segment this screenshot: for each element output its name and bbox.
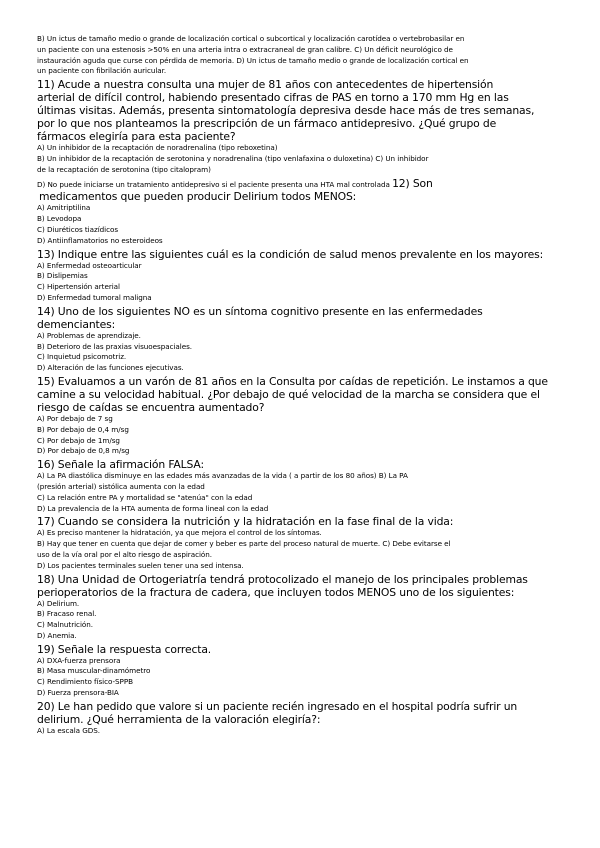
question-12-start: 12) Son	[392, 176, 433, 190]
option-d: D) No puede iniciarse un tratamiento antidepresivo si el paciente presenta una HTA mal controlada	[37, 179, 390, 189]
question-text: 19) Señale la respuesta correcta.	[37, 642, 212, 656]
option-d: D) Los pacientes terminales suelen tener una sed intensa.	[37, 560, 244, 570]
question-text: 13) Indique entre las siguientes cuál es la condición de salud menos prevalente en los mayores:	[37, 247, 544, 261]
option-b: B) Deterioro de las praxias visuoespaciales.	[37, 341, 193, 351]
option-a: A) La PA diastólica disminuye en las edades más avanzadas de la vida ( a partir de los 80 años) B) La PA	[37, 471, 408, 481]
option-text: un paciente con fibrilación auricular.	[37, 66, 167, 76]
option-a: A) Un inhibidor de la recaptación de noradrenalina (tipo reboxetina)	[37, 143, 278, 153]
question-15	[37, 375, 572, 457]
question-17	[37, 515, 572, 571]
question-text: 16) Señale la afirmación FALSA:	[37, 458, 204, 472]
question-16	[37, 458, 572, 514]
question-text: medicamentos que pueden producir Delirium todos MENOS:	[39, 190, 357, 204]
question-text: delirium. ¿Qué herramienta de la valoración elegiría?:	[37, 712, 321, 726]
option-d-with-next-question	[37, 176, 572, 191]
question-14	[37, 305, 572, 374]
option-d: D) Enfermedad tumoral maligna	[37, 292, 152, 302]
option-b: B) Levodopa	[37, 214, 82, 224]
option-b: B) Fracaso renal.	[37, 609, 97, 619]
question-13	[37, 248, 572, 304]
question-19	[37, 643, 572, 699]
option-d: D) Fuerza prensora-BIA	[37, 688, 119, 698]
question-text: perioperatorios de la fractura de cadera, que incluyen todos MENOS uno de los siguientes:	[37, 585, 515, 599]
option-b: B) Hay que tener en cuenta que dejar de comer y beber es parte del proceso natural de muerte. C) Debe evitarse el	[37, 539, 451, 549]
option-c: C) Diuréticos tiazídicos	[37, 224, 119, 234]
question-text: riesgo de caídas se encuentra aumentado?	[37, 400, 265, 414]
option-d: D) La prevalencia de la HTA aumenta de forma lineal con la edad	[37, 503, 269, 513]
question-text: camine a su velocidad habitual. ¿Por debajo de qué velocidad de la marcha se considera que el	[37, 387, 540, 401]
option-b: B) Dislipemias	[37, 271, 88, 281]
option-b: B) Masa muscular-dinamómetro	[37, 666, 151, 676]
option-d: D) Anemia.	[37, 630, 77, 640]
option-d: D) Por debajo de 0,8 m/sg	[37, 446, 130, 456]
question-text: últimas visitas. Además, presenta sintomatología depresiva desde hace más de tres semanas,	[37, 104, 535, 118]
question-text: arterial de difícil control, habiendo presentado cifras de PAS en torno a 170 mm Hg en las	[37, 91, 509, 105]
question-text: fármacos elegiría para esta paciente?	[37, 130, 236, 144]
option-a: A) Es preciso mantener la hidratación, ya que mejora el control de los síntomas.	[37, 528, 322, 538]
option-c: C) Hipertensión arterial	[37, 282, 120, 292]
option-b: B) Por debajo de 0,4 m/sg	[37, 424, 129, 434]
question-text: 15) Evaluamos a un varón de 81 años en la Consulta por caídas de repetición. Le instamos a que	[37, 374, 548, 388]
question-text: por lo que nos planteamos la prescripción de un fármaco antidepresivo. ¿Qué grupo de	[37, 117, 497, 131]
option-a: A) DXA-fuerza prensora	[37, 655, 121, 665]
option-a: A) La escala GDS.	[37, 725, 101, 735]
option-c: C) La relación entre PA y mortalidad se "atenúa" con la edad	[37, 492, 253, 502]
question-text: 17) Cuando se considera la nutrición y la hidratación en la fase final de la vida:	[37, 515, 454, 529]
option-a: A) Problemas de aprendizaje.	[37, 330, 141, 340]
option-text: instauración aguda que curse con pérdida de memoria. D) Un ictus de tamaño medio o grande de localización cortical en	[37, 55, 469, 65]
option-c: C) Rendimiento físico-SPPB	[37, 677, 133, 687]
option-text: B) Un ictus de tamaño medio o grande de localización cortical o subcortical y localización carotídea o vertebrobasilar en	[37, 34, 465, 43]
option-c: C) Inquietud psicomotriz.	[37, 352, 127, 362]
question-18	[37, 573, 572, 642]
question-11	[37, 78, 572, 190]
option-d: D) Antiinflamatorios no esteroideos	[37, 235, 163, 245]
option-a-continued: (presión arterial) sistólica aumenta con la edad	[37, 481, 205, 491]
option-a: A) Enfermedad osteoarticular	[37, 260, 142, 270]
option-c: C) Malnutrición.	[37, 620, 93, 630]
option-a: A) Por debajo de 7 sg	[37, 413, 113, 423]
question-text: 18) Una Unidad de Ortogeriatría tendrá protocolizado el manejo de los principales problemas	[37, 572, 528, 586]
question-text: 11) Acude a nuestra consulta una mujer de 81 años con antecedentes de hipertensión	[37, 78, 494, 92]
option-text: un paciente con una estenosis >50% en una arteria intra o extracraneal de gran calibre. C) Un déficit neurológico de	[37, 44, 453, 54]
option-b: B) Un inhibidor de la recaptación de serotonina y noradrenalina (tipo venlafaxina o duloxetina) C) Un inhibidor	[37, 153, 429, 163]
question-text: demenciantes:	[37, 317, 116, 331]
option-b-continued: de la recaptación de serotonina (tipo citalopram)	[37, 164, 211, 174]
option-d: D) Alteración de las funciones ejecutivas.	[37, 363, 184, 373]
option-b-continued: uso de la vía oral por el alto riesgo de aspiración.	[37, 549, 213, 559]
intro-options	[37, 34, 572, 77]
option-a: A) Amitriptilina	[37, 203, 91, 213]
option-c: C) Por debajo de 1m/sg	[37, 435, 120, 445]
question-text: 14) Uno de los siguientes NO es un síntoma cognitivo presente en las enfermedades	[37, 304, 483, 318]
question-text: 20) Le han pedido que valore si un paciente recién ingresado en el hospital podría sufrir un	[37, 699, 518, 713]
question-12	[37, 190, 572, 246]
option-a: A) Delirium.	[37, 598, 80, 608]
question-20	[37, 700, 572, 737]
